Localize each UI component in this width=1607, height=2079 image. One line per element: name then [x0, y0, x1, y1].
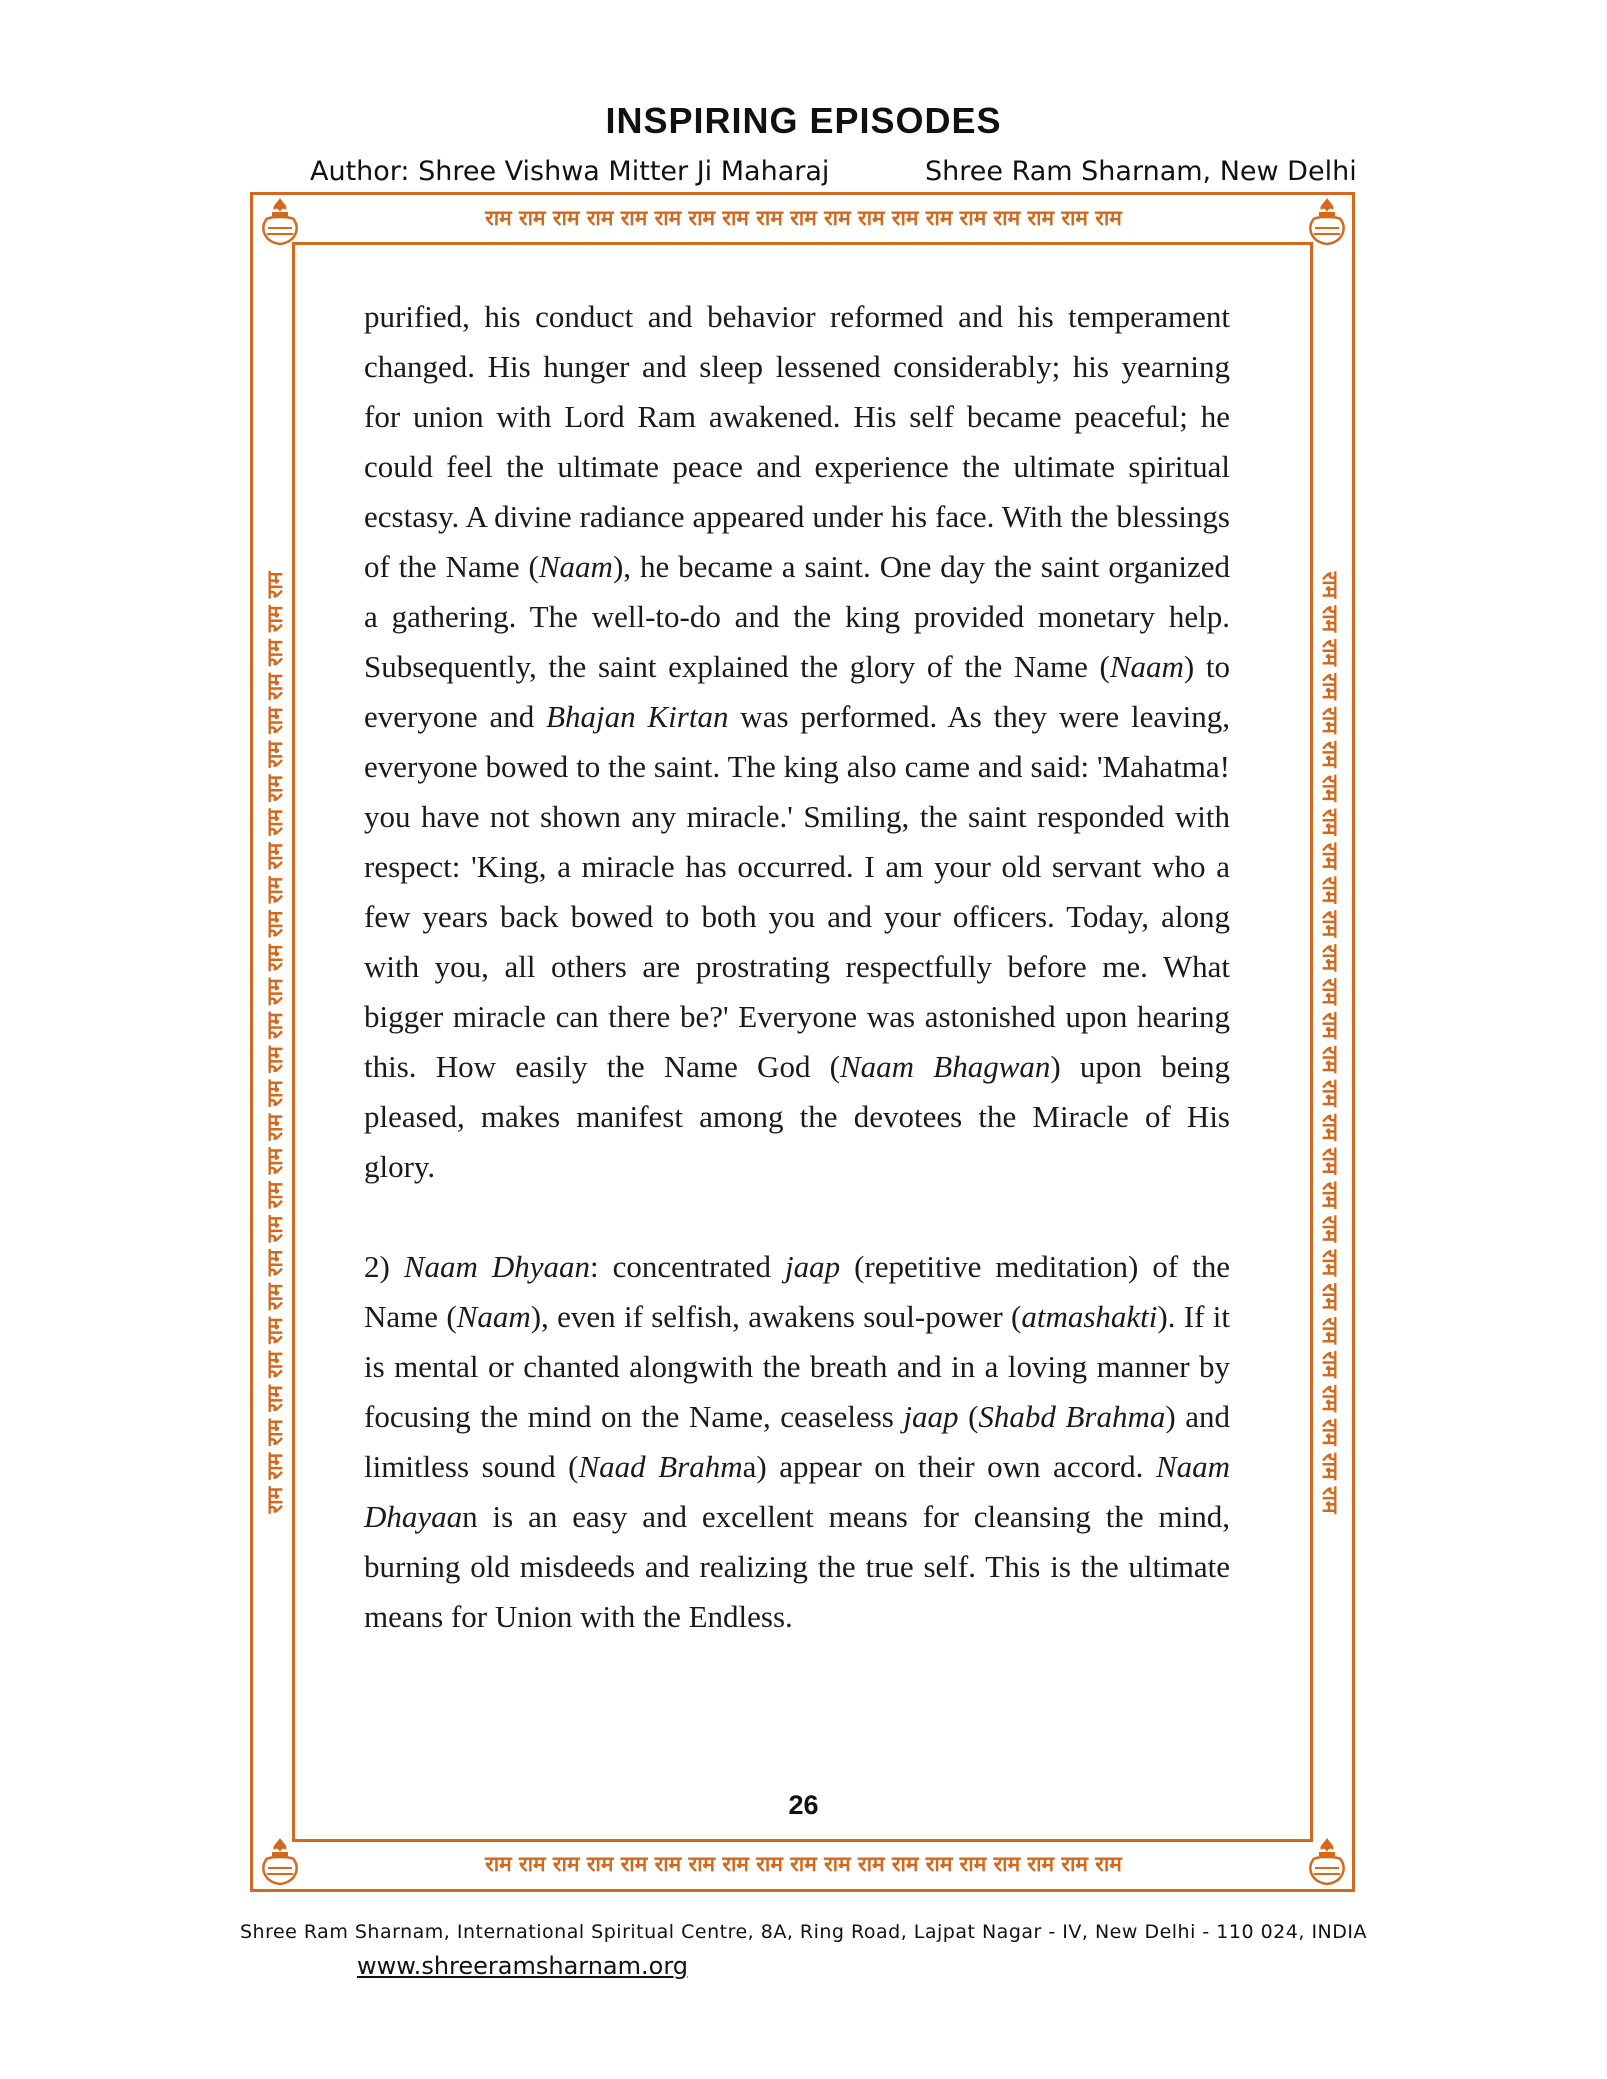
author-line: Author: Shree Vishwa Mitter Ji Maharaj [310, 156, 830, 187]
body-text [364, 292, 1230, 1642]
italic-term: Naam [456, 1299, 531, 1334]
kalash-icon [1305, 1836, 1349, 1888]
paragraph: 2) Naam Dhyaan: concentrated jaap (repetitive meditation) of the Name (Naam), even if selfish, awakens soul-power (atmashakti). If it is mental or chanted alongwith the breath and in a loving manner by focusing the mind on the Name, ceaseless jaap (Shabd Brahma) and limitless sound (Naad Brahma) appear on their own accord. Naam Dhayaan is an easy and excellent means for cleansing the mind, burning old misdeeds and realizing the true self. This is the ultimate means for Union with the Endless. [364, 1249, 1231, 1634]
page-title: INSPIRING EPISODES [605, 100, 1002, 141]
italic-term: Naad Brahm [578, 1449, 743, 1484]
border-strip-left: राम राम राम राम राम राम राम राम राम राम राम राम राम राम राम राम राम राम राम राम राम राम राम राम राम राम राम राम [263, 571, 287, 1514]
italic-term: atmashakti [1021, 1299, 1158, 1334]
paragraph: purified, his conduct and behavior reformed and his temperament changed. His hunger and sleep lessened considerably; his yearning for union with Lord Ram awakened. His self became peaceful; he could feel the ultimate peace and experience the ultimate spiritual ecstasy. A divine radiance appeared under his face. With the blessings of the Name (Naam), he became a saint. One day the saint organized a gathering. The well-to-do and the king provided monetary help. Subsequently, the saint explained the glory of the Name (Naam) to everyone and Bhajan Kirtan was performed. As they were leaving, everyone bowed to the saint. The king also came and said: 'Mahatma! you have not shown any miracle.' Smiling, the saint responded with respect: 'King, a miracle has occurred. I am your old servant who a few years back bowed to both you and your officers. Today, along with you, all others are prostrating respectfully before me. What bigger miracle can there be?' Everyone was astonished upon hearing this. How easily the Name God (Naam Bhagwan) upon being pleased, makes manifest among the devotees the Miracle of His glory. [364, 299, 1231, 1184]
italic-term: jaap [784, 1249, 841, 1284]
organization-line: Shree Ram Sharnam, New Delhi [925, 156, 1357, 187]
italic-term: jaap [903, 1399, 959, 1434]
italic-term: Naam Bhagwan [839, 1049, 1051, 1084]
kalash-icon [1305, 196, 1349, 248]
footer-website-link[interactable]: www.shreeramsharnam.org [357, 1952, 689, 1980]
border-strip-right: राम राम राम राम राम राम राम राम राम राम राम राम राम राम राम राम राम राम राम राम राम राम राम राम राम राम राम राम [1318, 571, 1342, 1514]
italic-term: Bhajan Kirtan [546, 699, 729, 734]
italic-term: Shabd Brahma [978, 1399, 1166, 1434]
italic-term: Naam [538, 549, 613, 584]
border-strip-bottom: राम राम राम राम राम राम राम राम राम राम राम राम राम राम राम राम राम राम राम [485, 1852, 1122, 1876]
footer-address: Shree Ram Sharnam, International Spiritual Centre, 8A, Ring Road, Lajpat Nagar - IV, New Delhi - 110 024, INDIA [239, 1921, 1367, 1943]
italic-term: Naam Dhayaa [364, 1449, 1231, 1534]
italic-term: Naam [1109, 649, 1184, 684]
italic-term: Naam Dhyaan [403, 1249, 591, 1284]
page-number: 26 [788, 1790, 819, 1820]
kalash-icon [258, 196, 302, 248]
kalash-icon [258, 1836, 302, 1888]
border-strip-top: राम राम राम राम राम राम राम राम राम राम राम राम राम राम राम राम राम राम राम [485, 206, 1122, 230]
